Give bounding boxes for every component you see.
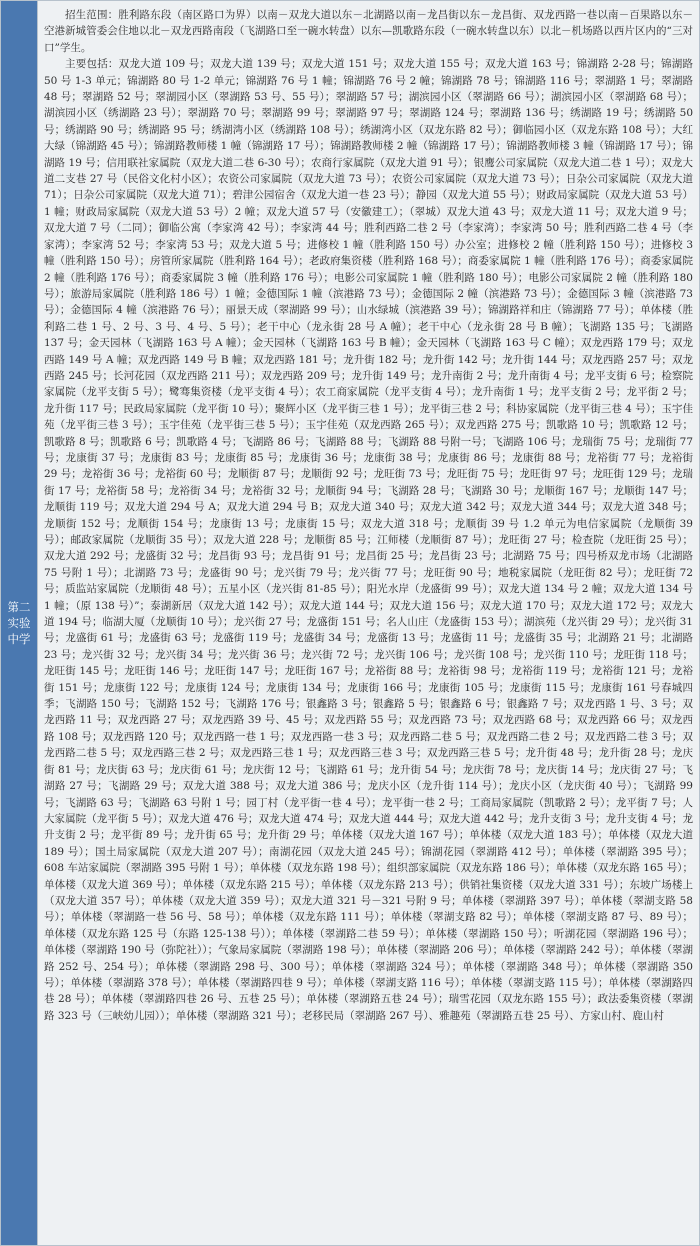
enrollment-range-paragraph: 招生范围：胜利路东段（南区路口为界）以南－双龙大道以东－北湖路以南－龙昌街以东－龙昌街、双龙西路一巷以南－百果路以东－空港新城管委会住地以北－双龙西路南段（飞湖路口至一碗水转盘）以东—凯歌路东段（一碗水转盘以东）以北－机场路以西片区内的“三对口”学生。	[44, 9, 693, 54]
school-name: 第二实验中学	[7, 600, 31, 646]
address-list-paragraph: 主要包括：双龙大道 109 号；双龙大道 139 号；双龙大道 151 号；双龙大道 155 号；双龙大道 163 号；锦湖路 2-28 号；锦湖路 50 号 1-3 单元；锦湖路 80 号 1-2 单元；锦湖路 76 号 1 幢；锦湖路 76 号 2 幢；锦湖路 78 号；锦湖路 116 号；翠湖路 1 号；翠湖路 48 号；翠湖路 52 号；翠湖园小区（翠湖路 53 号、55 号）；翠湖路 57 号；湖滨园小区（翠湖路 66 号）；湖滨园小区（翠湖路 68 号）；湖滨园小区（绣湖路 23 号）；翠湖路 70 号；翠湖路 99 号；翠湖路 97 号；翠湖路 124 号；翠湖路 136 号；绣湖路 19 号；绣湖路 50 号；绣湖路 90 号；绣湖路 95 号；绣湖湾小区（绣湖路 108 号）；绣湖湾小区（双龙东路 82 号）；御临园小区（双龙东路 108 号）；大红大绿（锦湖路 45 号）；锦湖路教师楼 1 幢（锦湖路 17 号）；锦湖路教师楼 2 幢（锦湖路 17 号）；锦湖路教师楼 3 幢（锦湖路 17 号）；锦湖路 19 号；信用联社家属院（双龙大道二巷 6-30 号）；农商行家属院（双龙大道 91 号）；银鹰公司家属院（双龙大道二巷 1 号）；双龙大道二支巷 27 号（民俗文化村小区）；农资公司家属院（双龙大道 73 号）；农资公司家属院（双龙大道 73 号）；日杂公司家属院（双龙大道 71）；日杂公司家属院（双龙大道 71）；碧津公园宿舍（双龙大道一巷 23 号）；静园（双龙大道 55 号）；财政局家属院（双龙大道 53 号）1 幢；财政局家属院（双龙大道 53 号）2 幢；双龙大道 57 号（安徽建工）；（翠城）双龙大道 43 号；双龙大道 11 号；双龙大道 9 号；双龙大道 7 号（二同）；御临公寓（李家湾 42 号）；李家湾 44 号；胜利西路二巷 2 号（李家湾）；李家湾 50 号；胜利西路二巷 4 号（李家湾）；李家湾 52 号；李家湾 53 号；双龙大道 5 号；进修校 1 幢（胜利路 150 号）办公室；进修校 2 幢（胜利路 150 号）；进修校 3 幢（胜利路 150 号）；房管所家属院（胜利路 164 号）；老政府集资楼（胜利路 168 号）；商委家属院 1 幢（胜利路 176 号）；商委家属院 2 幢（胜利路 176 号）；商委家属院 3 幢（胜利路 176 号）；电影公司家属院 1 幢（胜利路 180 号）；电影公司家属院 2 幢（胜利路 180 号）；旅游局家属院（胜利路 186 号）1 幢；金德国际 1 幢（滨港路 73 号）；金德国际 2 幢（滨港路 73 号）；金德国际 3 幢（滨港路 73 号）；金德国际 4 幢（滨港路 76 号）；丽景天成（翠湖路 99 号）；山水绿城（滨港路 39 号）；锦湖路祥和庄（锦湖路 77 号）；单体楼（胜利路二巷 1 号、2 号、3 号、4 号、5 号）；老干中心（龙永街 28 号 A 幢）；老干中心（龙永街 28 号 B 幢）；飞湖路 135 号；飞湖路 137 号；金天园林（飞湖路 163 号 A 幢）；金天园林（飞湖路 163 号 B 幢）；金天园林（飞湖路 163 号 C 幢）；双龙西路 179 号；双龙西路 149 号 A 幢；双龙西路 149 号 B 幢；双龙西路 181 号；龙升街 182 号；龙升街 142 号；龙升街 144 号；双龙西路 257 号；双龙西路 245 号；长河花园（双龙西路 211 号）；双龙西路 209 号；龙升街 149 号；龙升南街 2 号；龙升南街 4 号；龙平支街 6 号；检察院家属院（龙平支街 5 号）；鹭骞集资楼（龙平支街 4 号）；农工商家属院（龙平支街 4 号）；龙升南街 1 号；龙平支街 2 号；龙平街 2 号；龙升街 117 号；民政局家属院（龙平街 10 号）；聚辉小区（龙平街三巷 1 号）；龙平街三巷 2 号；科协家属院（龙平街三巷 4 号）；玉宇佳苑（龙平街三巷 3 号）；玉宇佳苑（龙平街三巷 5 号）；玉宇佳苑（双龙西路 265 号）；双龙西路 275 号；凯歌路 10 号；凯歌路 12 号；凯歌路 8 号；凯歌路 6 号；凯歌路 4 号；飞湖路 86 号；飞湖路 88 号；飞湖路 88 号附一号；飞湖路 106 号；龙瑞街 75 号；龙瑞街 77 号；龙康街 37 号；龙康街 83 号；龙康街 85 号；龙康街 36 号；龙康街 38 号；龙康街 86 号；龙康街 88 号；龙裕街 77 号；龙裕街 29 号；龙裕街 36 号；龙裕街 60 号；龙顺街 87 号；龙顺街 92 号；龙旺街 73 号；龙旺街 75 号；龙旺街 97 号；龙旺街 129 号；龙瑞街 17 号；龙裕街 58 号；龙裕街 34 号；龙裕街 32 号；龙顺街 94 号；飞湖路 28 号；飞湖路 30 号；龙顺街 167 号；龙顺街 147 号；龙顺街 119 号；双龙大道 294 号 A；双龙大道 294 号 B；双龙大道 340 号；双龙大道 342 号；双龙大道 344 号；双龙大道 348 号；龙顺街 152 号；龙顺街 154 号；龙康街 13 号；龙康街 15 号；双龙大道 318 号；龙顺街 39 号 1.2 单元为电信家属院（龙顺街 39 号）；邮政家属院（龙顺街 35 号）；双龙大道 228 号；龙顺街 85 号；江师楼（龙顺街 87 号）；龙旺街 27 号；检查院（龙旺街 25 号）；双龙大道 292 号；龙盛街 32 号；龙昌街 93 号；龙昌街 91 号；龙昌街 25 号；龙昌街 23 号；北湖路 75 号；四号桥双龙市场（北湖路 75 号附 1 号）；北湖路 73 号；龙盛街 90 号；龙兴街 79 号；龙兴街 77 号；龙旺街 90 号；地税家属院（龙旺街 82 号）；龙旺街 72 号；质监站家属院（龙顺街 48 号）；五星小区（龙兴街 81-85 号）；阳光水岸（龙盛街 99 号）；双龙大道 134 号 2 幢；双龙大道 134 号 1 幢；（原 138 号）”；泰湖新居（双龙大道 142 号）；双龙大道 144 号；双龙大道 156 号；双龙大道 170 号；双龙大道 172 号；双龙大道 194 号；临湖大厦（龙顺街 10 号）；龙兴街 27 号；龙盛街 151 号；名人山庄（龙盛街 153 号）；湖滨苑（龙兴街 29 号）；龙兴街 31 号；龙盛街 61 号；龙盛街 63 号；龙盛街 119 号；龙盛街 34 号；龙盛街 13 号；龙盛街 11 号；龙盛街 35 号；北湖路 21 号；北湖路 23 号；龙兴街 32 号；龙兴街 34 号；龙兴街 36 号；龙兴街 72 号；龙兴街 106 号；龙兴街 108 号；龙兴街 110 号；龙旺街 118 号；龙旺街 145 号；龙旺街 146 号；龙旺街 147 号；龙旺街 167 号；龙裕街 88 号；龙裕街 98 号；龙裕街 119 号；龙裕街 121 号；龙裕街 151 号；龙康街 122 号；龙康街 124 号；龙康街 134 号；龙康街 166 号；龙康街 105 号；龙康街 115 号；龙康街 161 号春城四季；飞湖路 150 号；飞湖路 152 号；飞湖路 176 号；银鑫路 3 号；银鑫路 5 号；银鑫路 6 号；银鑫路 7 号；双龙西路 1 号、3 号；双龙西路 11 号；双龙西路 27 号；双龙西路 39 号、45 号；双龙西路 55 号；双龙西路 73 号；双龙西路 68 号；双龙西路 66 号；双龙西路 108 号；双龙西路 120 号；双龙西路一巷 1 号；双龙西路一巷 3 号；双龙西路二巷 5 号；双龙西路二巷 2 号；双龙西路二巷 3 号；双龙西路二巷 5 号；双龙西路三巷 2 号；双龙西路三巷 1 号；双龙西路三巷 3 号；双龙西路三巷 5 号；龙升街 48 号；龙升街 28 号；龙庆街 81 号；龙庆街 63 号；龙庆街 61 号；龙庆街 12 号；飞湖路 61 号；龙升街 54 号；龙庆街 78 号；龙庆街 14 号；龙庆街 27 号；飞湖路 27 号；飞湖路 29 号；双龙大道 388 号；双龙大道 386 号；龙庆小区（龙升街 114 号）；龙庆小区（龙庆街 40 号）；飞湖路 99 号；飞湖路 63 号；飞湖路 63 号附 1 号；园丁村（龙平街一巷 4 号）；龙平街一巷 2 号；工商局家属院（凯歌路 2 号）；龙平街 7 号；人大家属院（龙平街 5 号）；双龙大道 476 号；双龙大道 474 号；双龙大道 444 号；双龙大道 442 号；龙升支街 3 号；龙升支街 4 号；龙升支街 2 号；龙平街 89 号；龙升街 65 号；龙升街 29 号；单体楼（双龙大道 167 号）；单体楼（双龙大道 183 号）；单体楼（双龙大道 189 号）；国土局家属院（双龙大道 207 号）；南湖花园（双龙大道 245 号）；锦湖花园（翠湖路 412 号）；单体楼（翠湖路 395 号）；608 车站家属院（翠湖路 395 号附 1 号）；单体楼（双龙东路 198 号）；组织部家属院（双龙东路 186 号）；单体楼（双龙东路 165 号）；单体楼（双龙大道 369 号）；单体楼（双龙东路 215 号）；单体楼（双龙东路 213 号）；供销社集资楼（双龙大道 331 号）；东坡广场楼上（双龙大道 357 号）；单体楼（双龙大道 359 号）；双龙大道 321 号－321 号附 9 号；单体楼（翠湖路 397 号）；单体楼（翠湖支路 58 号）；单体楼（翠湖路一巷 56 号、58 号）；单体楼（双龙东路 111 号）；单体楼（翠湖支路 82 号）；单体楼（翠湖支路 87 号、89 号）；单体楼（双龙东路 125 号（东路 125-138 号））；单体楼（翠湖路二巷 59 号）；单体楼（翠湖路 150 号）；听湖花园（翠湖路 196 号）；单体楼（翠湖路 190 号（弥陀社））；气象局家属院（翠湖路 198 号）；单体楼（翠湖路 206 号）；单体楼（翠湖路 242 号）；单体楼（翠湖路 252 号、254 号）；单体楼（翠湖路 298 号、300 号）；单体楼（翠湖路 324 号）；单体楼（翠湖路 348 号）；单体楼（翠湖路 350 号）；单体楼（翠湖路 378 号）；单体楼（翠湖路四巷 9 号）；单体楼（翠湖支路 116 号）；单体楼（翠湖支路 115 号）；单体楼（翠湖路四巷 28 号）；单体楼（翠湖路四巷 26 号、五巷 25 号）；单体楼（翠湖路五巷 24 号）；瑞雪花园（双龙东路 155 号）；政法委集资楼（翠湖路 323 号（三峡幼儿园））；单体楼（翠湖路 321 号）；老移民局（翠湖路 267 号）、雅趣苑（翠湖路五巷 25 号）、方家山村、鹿山村	[44, 58, 693, 1022]
enrollment-range-cell	[38, 1, 699, 1245]
school-name-cell	[1, 1, 38, 1245]
